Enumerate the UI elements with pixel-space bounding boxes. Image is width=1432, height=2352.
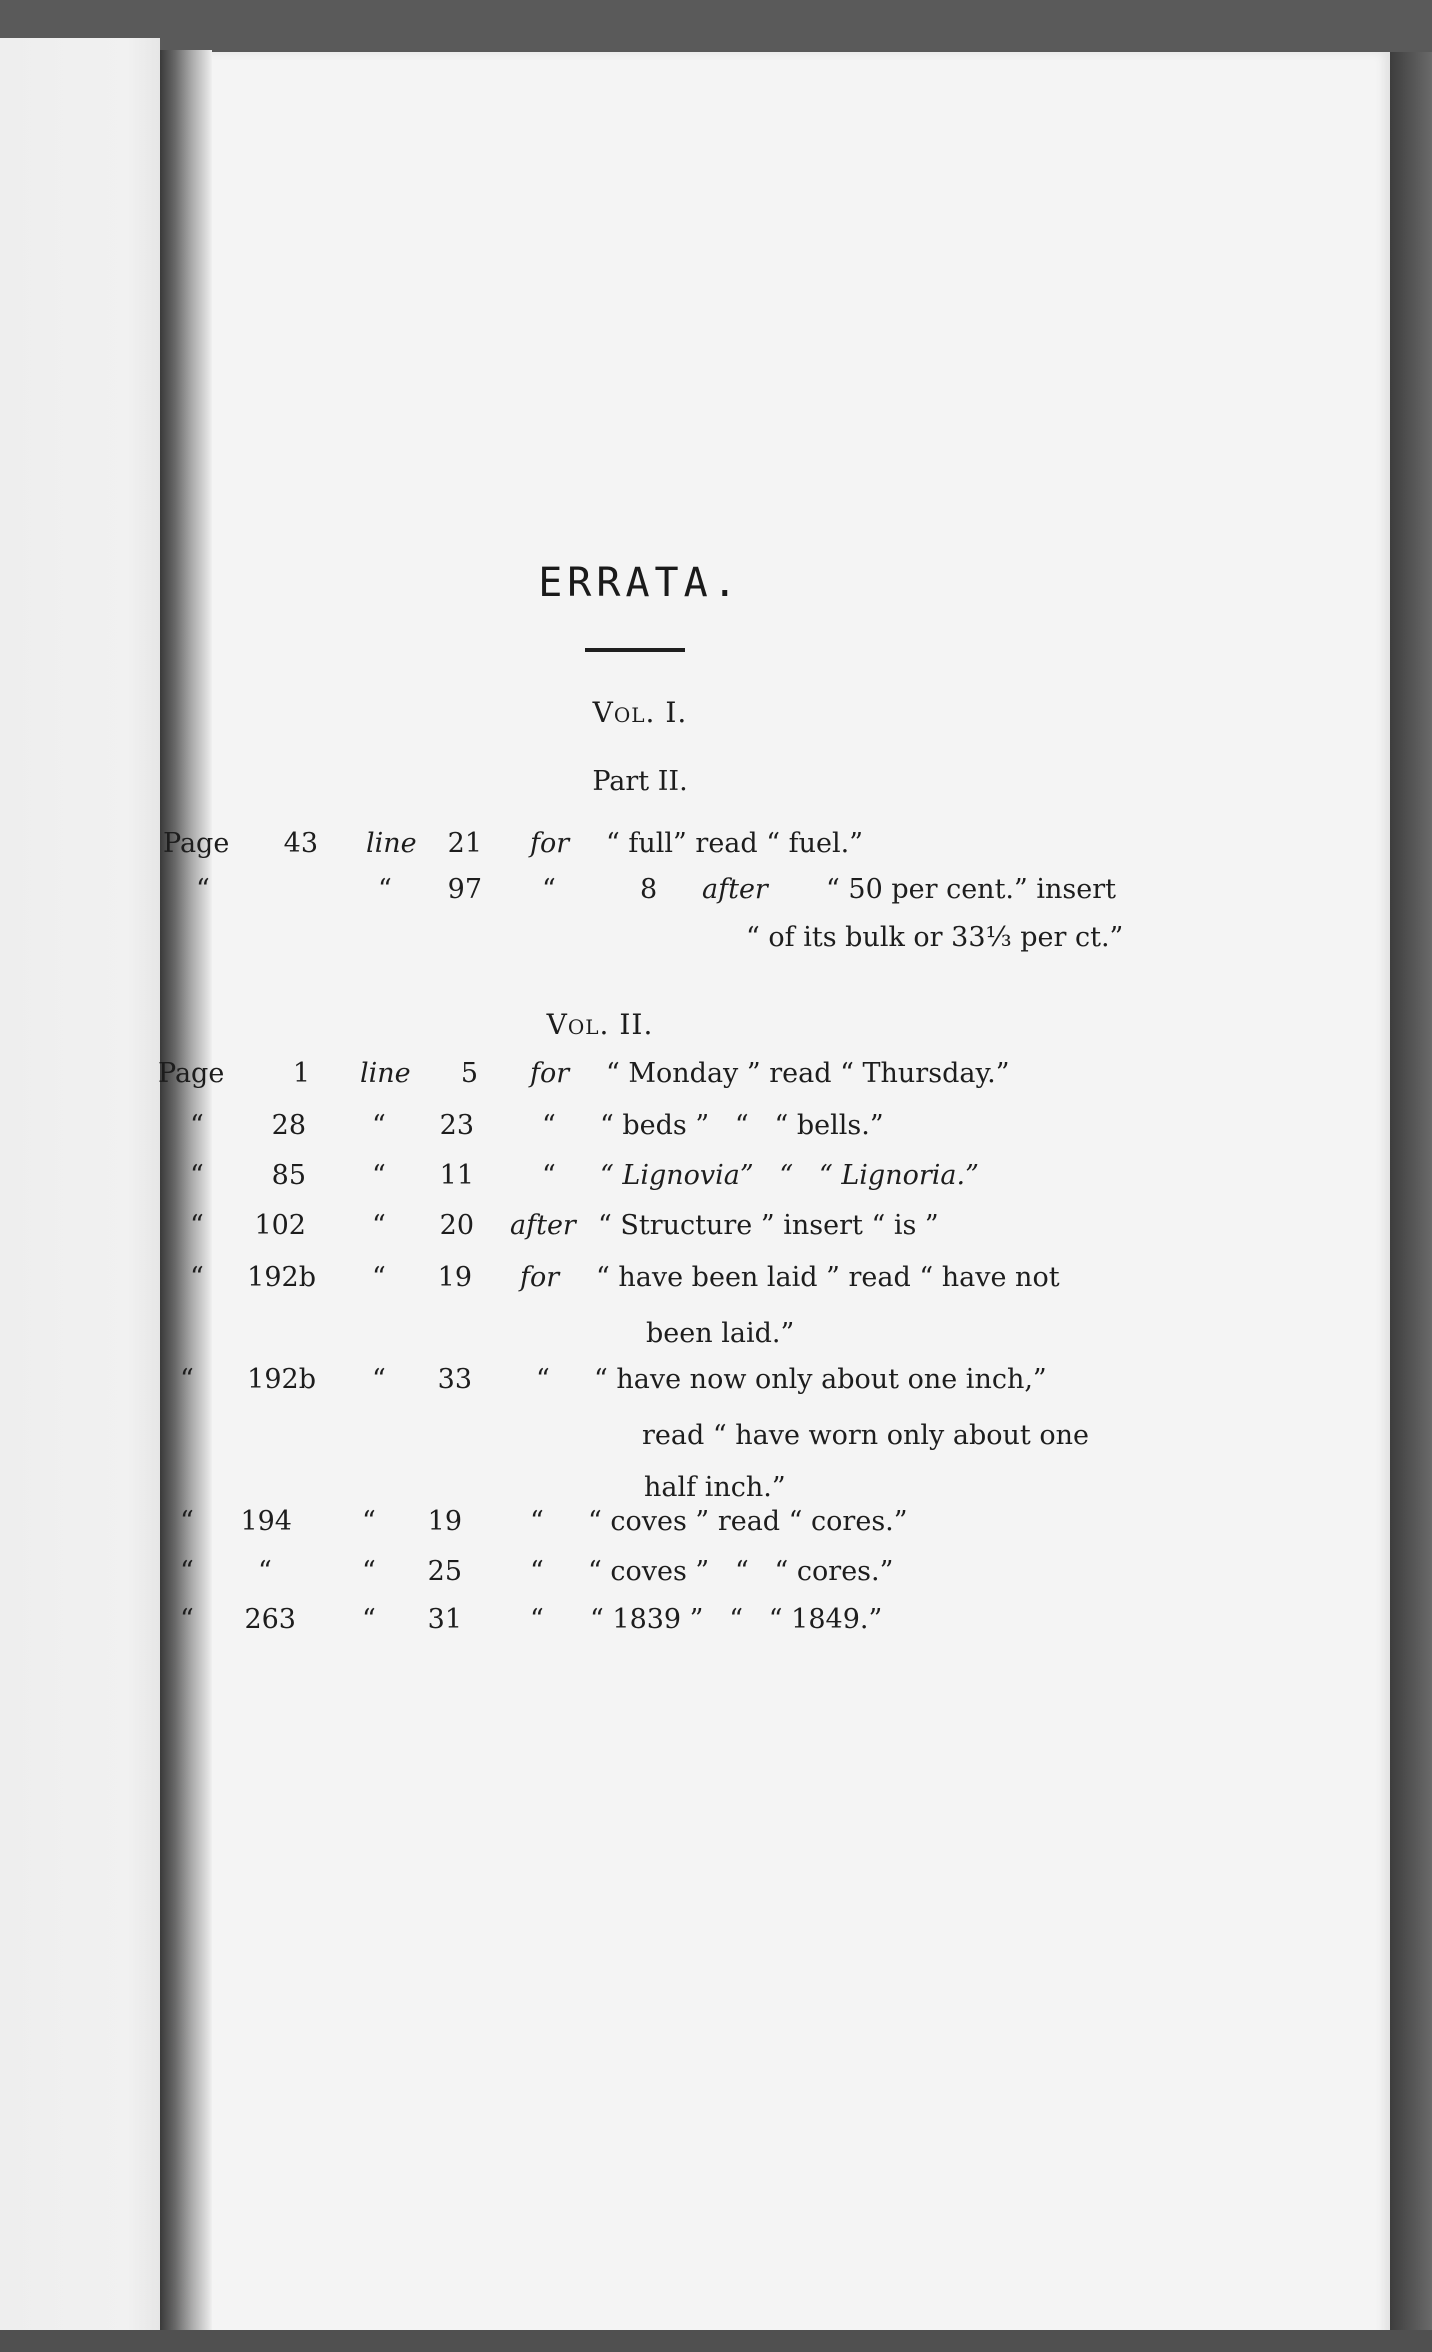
correction-action: “	[542, 1160, 556, 1191]
line-number: 19	[437, 1262, 472, 1293]
errata-row	[0, 1506, 1432, 1546]
page-label: “	[180, 1604, 194, 1635]
correction-text: “ Lignovia” “ “ Lignoria.”	[600, 1160, 979, 1191]
correction-text: “ coves ” read “ cores.”	[588, 1506, 908, 1537]
line-label: “	[372, 1110, 386, 1141]
scan-top-border	[0, 0, 1432, 50]
errata-row	[0, 874, 1432, 914]
correction-action: “	[530, 1556, 544, 1587]
correction-action: for	[530, 1058, 570, 1089]
volume-one-heading: Vol. I.	[592, 696, 688, 729]
correction-action: for	[530, 828, 570, 859]
correction-action: “	[542, 874, 556, 905]
page-label: “	[180, 1556, 194, 1587]
line-label: “	[362, 1506, 376, 1537]
page-number: 263	[244, 1604, 296, 1635]
correction-action: for	[520, 1262, 560, 1293]
page-number: 85	[271, 1160, 306, 1191]
line-number: 31	[427, 1604, 462, 1635]
scan-right-border	[1390, 52, 1432, 2352]
page-label: “	[180, 1364, 194, 1395]
errata-row	[0, 1058, 1432, 1098]
line-label: “	[372, 1160, 386, 1191]
errata-continuation	[0, 1318, 1432, 1358]
correction-text: “ Monday ” read “ Thursday.”	[606, 1058, 1010, 1089]
correction-text: “ Structure ” insert “ is ”	[598, 1210, 939, 1241]
line-number: 20	[439, 1210, 474, 1241]
line-label: line	[366, 828, 417, 859]
line-label: “	[378, 874, 392, 905]
page-number: “	[258, 1556, 272, 1587]
line-label: line	[360, 1058, 411, 1089]
correction-action: “	[530, 1604, 544, 1635]
errata-continuation	[0, 1420, 1432, 1460]
correction-action: “	[536, 1364, 550, 1395]
errata-row	[0, 1110, 1432, 1150]
correction-action: after	[510, 1210, 576, 1241]
page-label: “	[190, 1160, 204, 1191]
correction-text: “ have been laid ” read “ have not	[596, 1262, 1060, 1293]
errata-row	[0, 1556, 1432, 1596]
page-title: ERRATA.	[538, 560, 742, 606]
errata-row	[0, 828, 1432, 868]
correction-text-continued: half inch.”	[644, 1472, 786, 1503]
line-number: 5	[460, 1058, 478, 1089]
correction-text-continued: been laid.”	[646, 1318, 795, 1349]
line-count: 8	[640, 874, 658, 905]
page-number: 192b	[247, 1364, 316, 1395]
line-label: “	[372, 1262, 386, 1293]
page-label: “	[190, 1210, 204, 1241]
correction-text: “ 1839 ” “ “ 1849.”	[590, 1604, 883, 1635]
line-label: “	[372, 1210, 386, 1241]
correction-action: “	[530, 1506, 544, 1537]
errata-continuation	[0, 922, 1432, 962]
page-number: 1	[292, 1058, 310, 1089]
line-number: 25	[427, 1556, 462, 1587]
page-label: “	[190, 1262, 204, 1293]
line-label: “	[372, 1364, 386, 1395]
part-two-heading: Part II.	[592, 766, 688, 797]
errata-row	[0, 1160, 1432, 1200]
page-label: “	[180, 1506, 194, 1537]
title-rule	[585, 648, 685, 652]
line-label: “	[362, 1604, 376, 1635]
line-number: 11	[439, 1160, 474, 1191]
page-label: “	[196, 874, 210, 905]
position-word: after	[702, 874, 768, 905]
correction-text-continued: read “ have worn only about one	[642, 1420, 1089, 1451]
page-label: Page	[158, 1058, 225, 1089]
line-label: “	[362, 1556, 376, 1587]
errata-row	[0, 1262, 1432, 1302]
scan-bottom-border	[0, 2330, 1432, 2352]
page-number: 102	[254, 1210, 306, 1241]
page-number: 28	[271, 1110, 306, 1141]
page-number: 43	[283, 828, 318, 859]
page-label: “	[190, 1110, 204, 1141]
volume-two-heading: Vol. II.	[546, 1008, 654, 1041]
line-number: 33	[437, 1364, 472, 1395]
errata-row	[0, 1364, 1432, 1404]
errata-row	[0, 1210, 1432, 1250]
correction-action: “	[542, 1110, 556, 1141]
correction-text: “ beds ” “ “ bells.”	[600, 1110, 884, 1141]
line-number: 19	[427, 1506, 462, 1537]
correction-text-continued: “ of its bulk or 33⅓ per ct.”	[746, 922, 1124, 953]
correction-text: “ coves ” “ “ cores.”	[588, 1556, 894, 1587]
line-number: 23	[439, 1110, 474, 1141]
errata-row	[0, 1604, 1432, 1644]
line-number: 21	[447, 828, 482, 859]
correction-text: “ 50 per cent.” insert	[826, 874, 1116, 905]
line-number: 97	[447, 874, 482, 905]
page-number: 192b	[247, 1262, 316, 1293]
page-number: 194	[240, 1506, 292, 1537]
page-label: Page	[163, 828, 230, 859]
correction-text: “ full” read “ fuel.”	[606, 828, 864, 859]
correction-text: “ have now only about one inch,”	[594, 1364, 1047, 1395]
